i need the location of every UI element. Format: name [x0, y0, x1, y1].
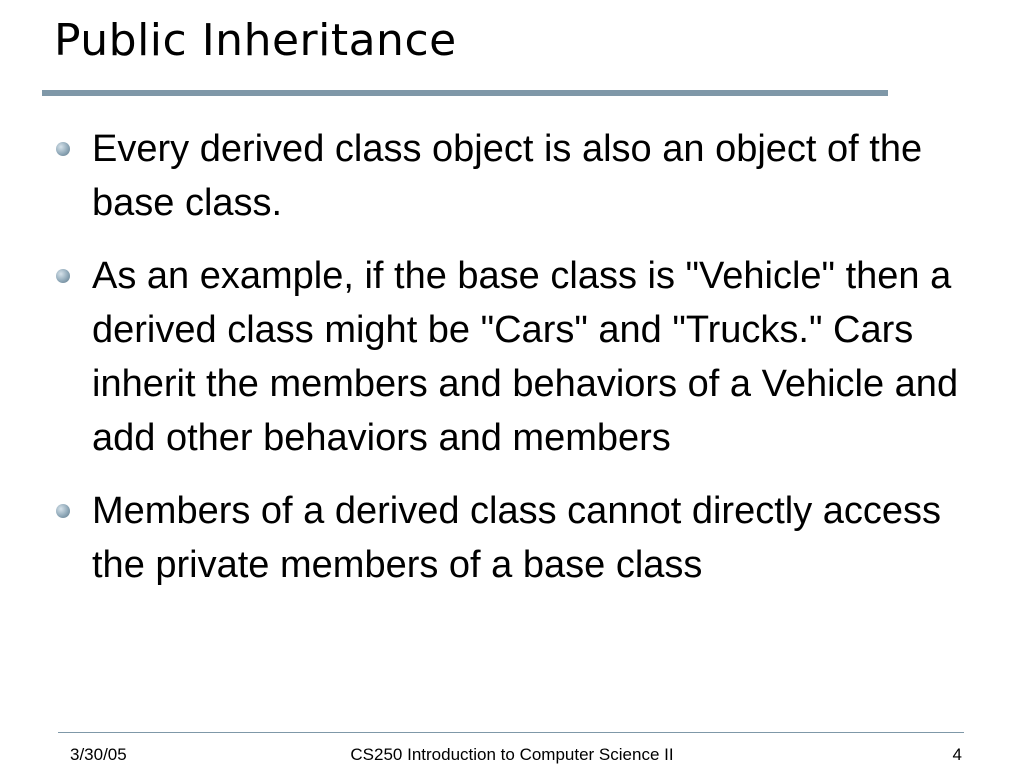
- bullet-text: Every derived class object is also an object of the base class.: [92, 128, 923, 224]
- bullet-dot-icon: [56, 142, 70, 156]
- bullet-item: [56, 484, 996, 592]
- bullet-text: As an example, if the base class is "Vehicle" then a derived class might be "Cars" and "Trucks." Cars inherit the members and behaviors of a Vehicle and add other behaviors and members: [92, 255, 959, 459]
- slide-title: Public Inheritance: [54, 15, 457, 66]
- bullet-item: [56, 249, 996, 465]
- footer-page-number: 4: [952, 745, 962, 764]
- title-underline: [42, 90, 888, 96]
- bullet-item: [56, 122, 996, 230]
- bullet-dot-icon: [56, 269, 70, 283]
- footer-divider: [58, 732, 964, 733]
- bullet-list: [56, 122, 996, 611]
- bullet-text: Members of a derived class cannot directly access the private members of a base class: [92, 490, 942, 586]
- footer-date: 3/30/05: [70, 745, 127, 764]
- footer-course-title: CS250 Introduction to Computer Science II: [350, 745, 674, 764]
- bullet-dot-icon: [56, 504, 70, 518]
